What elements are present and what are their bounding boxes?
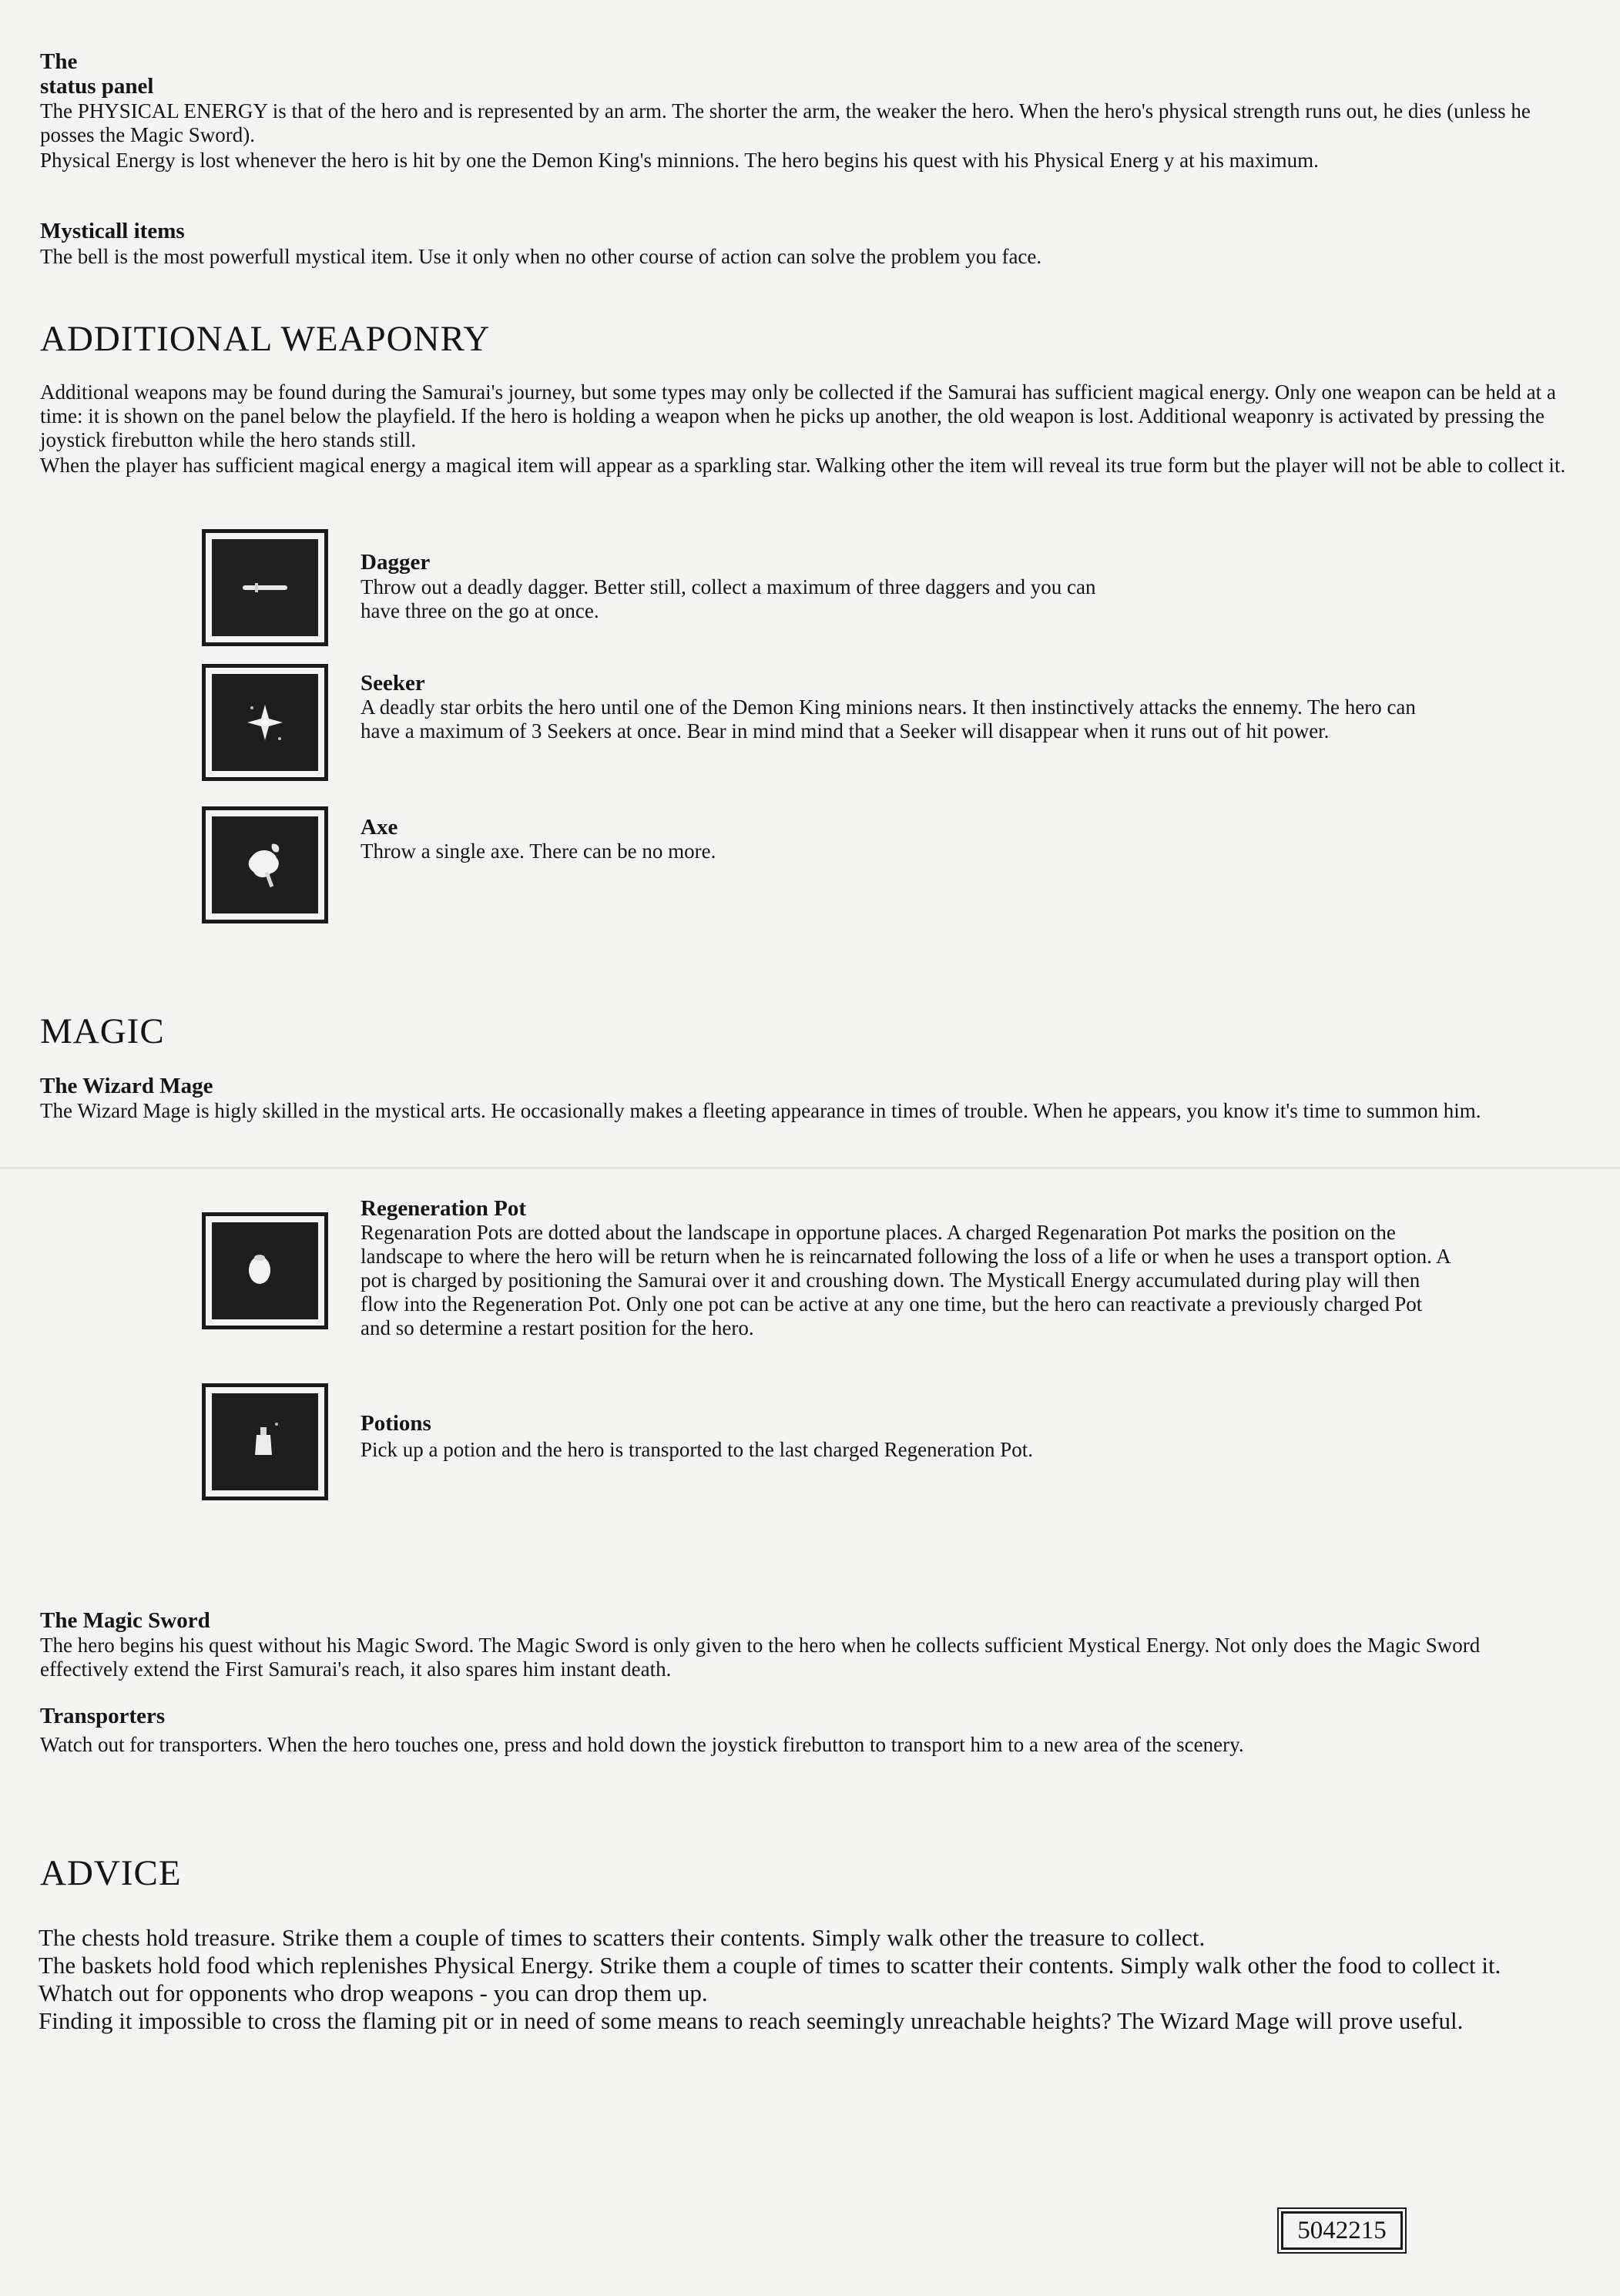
page-fold-crease	[0, 1167, 1620, 1169]
regeneration-pot-title: Regeneration Pot	[361, 1196, 527, 1221]
seeker-star-icon	[202, 664, 328, 781]
advice-text	[39, 1924, 1579, 2035]
advice-line-1: The chests hold treasure. Strike them a couple of times to scatters their contents. Simply walk other the treasure to collect.	[39, 1924, 1206, 1951]
magic-sword-text: The hero begins his quest without his Magic Sword. The Magic Sword is only given to the hero when he collects sufficient Mystical Energy. Not only does the Magic Sword effectively extend the First Samurai's reach, it also spares him instant death.	[40, 1634, 1481, 1681]
axe-text: Throw a single axe. There can be no more.	[361, 840, 716, 863]
magic-heading: MAGIC	[40, 1011, 165, 1051]
status-panel-paragraph-2: Physical Energy is lost whenever the hero is hit by one the Demon King's minnions. The hero begins his quest with his Physical Energ y at his maximum.	[40, 149, 1319, 172]
transporters-text: Watch out for transporters. When the hero touches one, press and hold down the joystick firebutton to transport him to a new area of the scenery.	[40, 1733, 1244, 1756]
magic-sword-title: The Magic Sword	[40, 1608, 210, 1633]
advice-line-4: Finding it impossible to cross the flaming pit or in need of some means to reach seemingly unreachable heights? The Wizard Mage will prove useful.	[39, 2007, 1464, 2034]
mystical-items-title: Mysticall items	[40, 219, 185, 243]
mystical-items-text: The bell is the most powerfull mystical item. Use it only when no other course of action can solve the problem you face.	[40, 245, 1042, 268]
dagger-icon	[202, 529, 328, 646]
page-code-box: 5042215	[1281, 2211, 1403, 2250]
regeneration-pot-text: Regenaration Pots are dotted about the landscape in opportune places. A charged Regenaration Pot marks the position on the landscape to where the hero will be return when he is reincarnated following the loss of a life or when he uses a transport option. A pot is charged by positioning the Samurai over it and croushing down. The Mysticall Energy accumulated during play will then flow into the Regeneration Pot. Only one pot can be active at any one time, but the hero can reactivate a previously charged Pot and so determine a restart position for the hero.	[361, 1221, 1451, 1339]
dagger-title: Dagger	[361, 550, 431, 575]
potions-title: Potions	[361, 1411, 431, 1436]
advice-line-2: The baskets hold food which replenishes Physical Energy. Strike them a couple of times to scatter their contents. Simply walk other the food to collect it.	[39, 1952, 1501, 1979]
status-panel-title-line1: The	[40, 49, 78, 74]
axe-title: Axe	[361, 815, 398, 840]
status-panel-title-line2: status panel	[40, 74, 154, 99]
potion-icon	[202, 1383, 328, 1500]
weaponry-heading: ADDITIONAL WEAPONRY	[40, 319, 491, 359]
seeker-title: Seeker	[361, 671, 425, 696]
transporters-title: Transporters	[40, 1704, 166, 1728]
advice-line-3: Whatch out for opponents who drop weapons - you can drop them up.	[39, 1979, 708, 2006]
dagger-text: Throw out a deadly dagger. Better still, collect a maximum of three daggers and you can have three on the go at once.	[361, 575, 1096, 622]
wizard-mage-text: The Wizard Mage is higly skilled in the mystical arts. He occasionally makes a fleeting appearance in times of trouble. When he appears, you know it's time to summon him.	[40, 1099, 1481, 1122]
seeker-text: A deadly star orbits the hero until one of the Demon King minions nears. It then instinctively attacks the ennemy. The hero can have a maximum of 3 Seekers at once. Bear in mind mind that a Seeker will disappear when it runs out of hit power.	[361, 696, 1416, 742]
advice-heading: ADVICE	[40, 1853, 182, 1893]
weaponry-paragraph-1: Additional weapons may be found during the Samurai's journey, but some types may only be collected if the Samurai has sufficient magical energy. Only one weapon can be held at a time: it is shown on the panel below the playfield. If the hero is holding a weapon when he picks up another, the old weapon is lost. Additional weaponry is activated by pressing the joystick firebutton while the hero stands still.	[40, 380, 1556, 451]
axe-icon	[202, 806, 328, 923]
weaponry-paragraph-2: When the player has sufficient magical energy a magical item will appear as a sparkling star. Walking other the item will reveal its true form but the player will not be able to collect it.	[40, 454, 1566, 477]
potions-text: Pick up a potion and the hero is transported to the last charged Regeneration Pot.	[361, 1438, 1034, 1461]
wizard-mage-title: The Wizard Mage	[40, 1074, 213, 1098]
status-panel-paragraph-1: The PHYSICAL ENERGY is that of the hero and is represented by an arm. The shorter the arm, the weaker the hero. When the hero's physical strength runs out, he dies (unless he posses the Magic Sword).	[40, 99, 1531, 146]
regeneration-pot-icon	[202, 1212, 328, 1329]
